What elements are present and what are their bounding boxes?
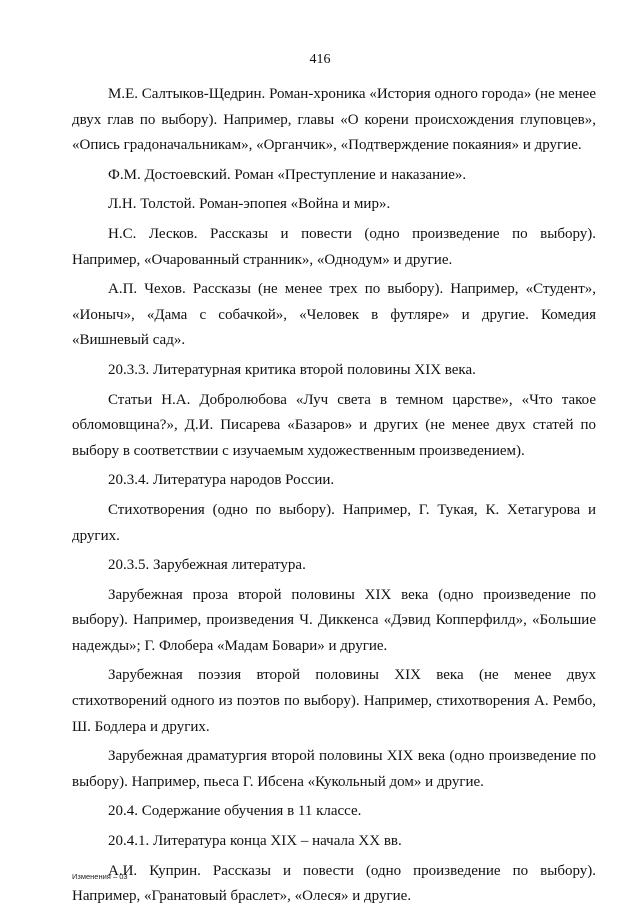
paragraph-foreign-prose: Зарубежная проза второй половины XIX века (одно произведение по выбору). Например, произведения Ч. Диккенса «Дэвид Копперфилд», «Большие надежды»; Г. Флобера «Мадам Бовари» и другие.	[72, 586, 596, 654]
page-number: 416	[309, 52, 331, 67]
paragraph-foreign-poetry: Зарубежная поэзия второй половины XIX века (не менее двух стихотворений одного из поэтов по выбору). Например, стихотворения А. Рембо, Ш. Бодлера и других.	[72, 667, 596, 735]
footer-revision: Изменения – 03	[72, 872, 128, 881]
paragraph-foreign-drama: Зарубежная драматургия второй половины XIX века (одно произведение по выбору). Например, пьеса Г. Ибсена «Кукольный дом» и другие.	[72, 748, 596, 790]
section-heading-late-19th-early-20th: 20.4.1. Литература конца XIX – начала XX вв.	[108, 833, 402, 850]
paragraph-dostoevsky: Ф.М. Достоевский. Роман «Преступление и наказание».	[108, 166, 467, 183]
section-heading-criticism: 20.3.3. Литературная критика второй половины XIX века.	[108, 361, 476, 378]
paragraph-kuprin: А.И. Куприн. Рассказы и повести (одно произведение по выбору). Например, «Гранатовый браслет», «Олеся» и другие.	[72, 862, 596, 905]
paragraph-chekhov: А.П. Чехов. Рассказы (не менее трех по выбору). Например, «Студент», «Ионыч», «Дама с собачкой», «Человек в футляре» и другие. Комедия «Вишневый сад».	[72, 281, 596, 349]
document-body	[72, 82, 596, 914]
paragraph-saltykov: М.Е. Салтыков-Щедрин. Роман-хроника «История одного города» (не менее двух глав по выбору). Например, главы «О корени происхождения глуповцев», «Опись градоначальникам», «Органчик», «Подтверждение покаяния» и другие.	[72, 86, 596, 154]
section-heading-peoples-literature: 20.3.4. Литература народов России.	[108, 472, 335, 489]
section-heading-grade-11: 20.4. Содержание обучения в 11 классе.	[108, 803, 362, 820]
paragraph-leskov: Н.С. Лесков. Рассказы и повести (одно произведение по выбору). Например, «Очарованный странник», «Однодум» и другие.	[72, 225, 596, 268]
paragraph-poems: Стихотворения (одно по выбору). Например, Г. Тукая, К. Хетагурова и других.	[72, 501, 596, 544]
section-heading-foreign-literature: 20.3.5. Зарубежная литература.	[108, 557, 306, 574]
paragraph-criticism-articles: Статьи Н.А. Добролюбова «Луч света в темном царстве», «Что такое обломовщина?», Д.И. Писарева «Базаров» и других (не менее двух статей по выбору в соответствии с изучаемым художественным произведением).	[72, 391, 596, 459]
paragraph-tolstoy: Л.Н. Толстой. Роман-эпопея «Война и мир».	[108, 196, 391, 213]
